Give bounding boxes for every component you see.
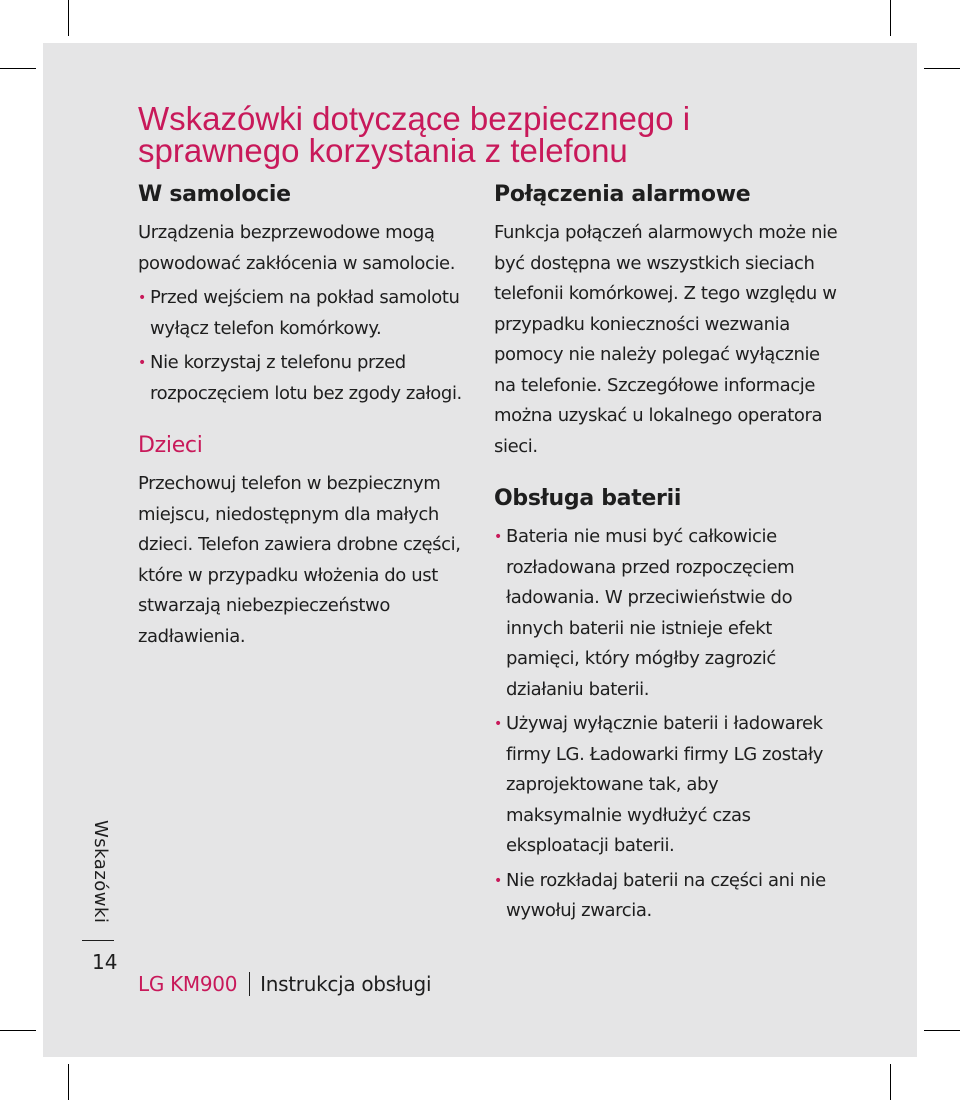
crop-mark — [68, 1064, 69, 1100]
section-heading: Dzieci — [138, 433, 203, 458]
list-item-text: Nie korzystaj z telefonu przed rozpoczęciem lotu bez zgody załogi. — [150, 352, 462, 404]
section-paragraph: Urządzenia bezprzewodowe mogą powodować zakłócenia w samolocie. — [138, 222, 456, 274]
list-item — [494, 522, 839, 705]
left-column — [138, 180, 483, 674]
bullet-list — [138, 283, 483, 409]
list-item-text: Bateria nie musi być całkowicie rozładowana przed rozpoczęciem ładowania. W przeciwieństwie do innych baterii nie istnieje efekt pamięci, który mógłby zagrozić działaniu baterii. — [506, 526, 795, 700]
crop-mark — [890, 1064, 891, 1100]
list-item-text: Nie rozkładaj baterii na części ani nie wywołuj zwarcia. — [506, 869, 826, 921]
list-item-text: Używaj wyłącznie baterii i ładowarek firmy LG. Ładowarki firmy LG zostały zaprojektowane tak, aby maksymalnie wydłużyć czas eksploatacji baterii. — [506, 713, 823, 856]
page-number: 14 — [92, 950, 118, 974]
section-children — [138, 431, 483, 652]
side-tab-divider — [82, 940, 114, 941]
bullet-icon: • — [494, 872, 502, 889]
side-tab-label: Wskazówki — [90, 820, 111, 924]
list-item-text: Przed wejściem na pokład samolotu wyłącz telefon komórkowy. — [150, 287, 460, 339]
bullet-icon: • — [494, 529, 502, 545]
section-heading: W samolocie — [138, 182, 291, 207]
footer-model: LG KM900 — [138, 972, 238, 996]
crop-mark — [0, 1030, 36, 1031]
bullet-icon: • — [494, 716, 502, 732]
section-heading: Obsługa baterii — [494, 486, 682, 511]
right-column — [494, 180, 839, 949]
crop-mark — [68, 0, 69, 36]
footer-manual-title: Instrukcja obsługi — [260, 972, 432, 996]
list-item — [494, 709, 839, 862]
page-title: Wskazówki dotyczące bezpiecznego i sprawnego korzystania z telefonu — [138, 100, 691, 169]
section-emergency-calls — [494, 180, 839, 462]
crop-mark — [0, 68, 36, 69]
section-battery-care — [494, 484, 839, 927]
footer — [138, 972, 431, 996]
crop-mark — [924, 68, 960, 69]
list-item — [138, 348, 483, 409]
section-in-airplane — [138, 180, 483, 409]
section-paragraph: Przechowuj telefon w bezpiecznym miejscu, niedostępnym dla małych dzieci. Telefon zawiera drobne części, które w przypadku włożenia do ust stwarzają niebezpieczeństwo zadławienia. — [138, 473, 461, 647]
list-item — [138, 283, 483, 344]
bullet-icon: • — [138, 290, 146, 306]
crop-mark — [890, 0, 891, 36]
bullet-icon: • — [138, 355, 146, 371]
crop-mark — [924, 1030, 960, 1031]
section-heading: Połączenia alarmowe — [494, 182, 751, 207]
list-item — [494, 866, 839, 927]
section-paragraph: Funkcja połączeń alarmowych może nie być dostępna we wszystkich sieciach telefonii komórkowej. Z tego względu w przypadku konieczności wezwania pomocy nie należy polegać wyłącznie na telefonie. Szczegółowe informacje można uzyskać u lokalnego operatora sieci. — [494, 222, 838, 457]
footer-divider — [249, 972, 250, 996]
bullet-list — [494, 522, 839, 927]
